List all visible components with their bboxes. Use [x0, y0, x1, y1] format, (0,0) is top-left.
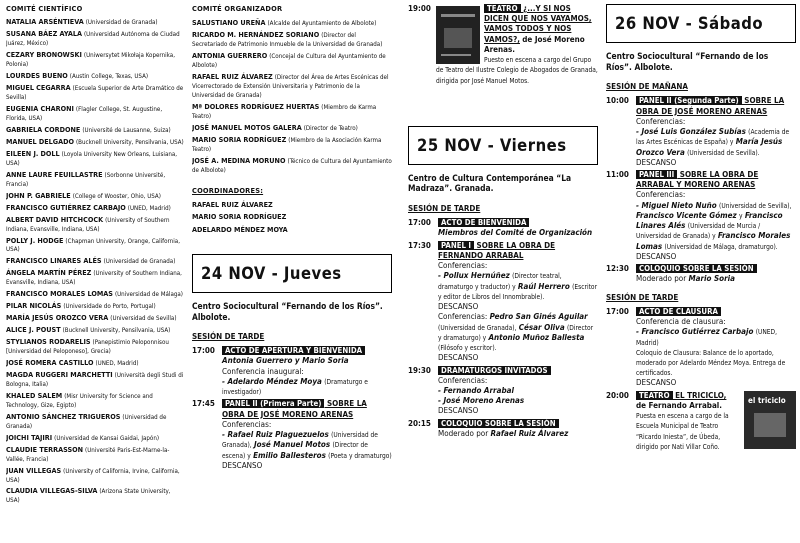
member-affiliation: (Arizona State University, USA): [6, 488, 171, 505]
member-affiliation: (Miembro de Karma Teatro): [192, 104, 377, 121]
member-affiliation: (Alcalde del Ayuntamiento de Albolote): [267, 20, 377, 28]
session-viernes: SESIÓN DE TARDE: [408, 203, 481, 213]
member-affiliation: (Université de Lausanne, Suiza): [82, 127, 171, 134]
member-name: MAGDA RUGGERI MARCHETTI: [6, 369, 113, 379]
venue-viernes: Centro de Cultura Contemporánea “La Madraza”. Granada.: [408, 172, 572, 194]
member-affiliation: (Uniwersytet Mikołaja Kopernika, Polonia): [6, 52, 175, 69]
event-jueves-1: 17:00 ACTO DE APERTURA Y BIENVENIDA Antonia Guerrero y Mario Soria Conferencia inaugural: - Adelardo Méndez Moya (Dramaturgo e investigador): [192, 346, 368, 397]
member-affiliation: (College of Wooster, Ohio, USA): [72, 192, 161, 200]
event-label: PANEL I: [438, 241, 474, 250]
member-affiliation: (Universidad de Málaga): [114, 291, 183, 299]
member-item: [192, 123, 392, 133]
column-organizador-jueves: [192, 4, 392, 539]
day-header-sabado: 26 NOV - Sábado: [606, 4, 796, 43]
member-name: CLAUDIE TERRASSON: [6, 444, 84, 454]
member-name: ANNE LAURE FEUILLASTRE: [6, 169, 103, 179]
member-item: [6, 215, 184, 234]
member-affiliation: (Escuela Superior de Arte Dramático de Sevilla): [6, 85, 184, 102]
member-name: JUAN VILLEGAS: [6, 465, 62, 475]
member-item: [192, 18, 392, 28]
member-name: ANTONIO SÁNCHEZ TRIGUEROS: [6, 411, 121, 421]
event-sabado-3: 12:30 COLOQUIO SOBRE LA SESIÓN Moderado por Mario Soria: [606, 264, 796, 284]
member-item: [6, 203, 184, 213]
session-sabado-manana: SESIÓN DE MAÑANA: [606, 82, 688, 92]
member-item: [6, 256, 184, 266]
member-item: [6, 17, 184, 27]
event-label: ACTO DE BIENVENIDA: [438, 218, 529, 227]
member-name: JOSÉ MANUEL MOTOS GALERA: [192, 123, 302, 132]
member-affiliation: (Austin College, Texas, USA): [69, 73, 149, 81]
coordinadores-title: COORDINADORES:: [192, 185, 264, 195]
coordinator-name: RAFAEL RUIZ ÁLVAREZ: [192, 200, 273, 210]
member-item: [6, 268, 184, 287]
member-affiliation: (Director de Teatro): [303, 125, 358, 132]
member-item: [6, 358, 184, 368]
member-affiliation: (University of Southern Indiana, Evansville, Indiana, USA): [6, 216, 170, 233]
column-comite-cientifico: [6, 4, 184, 539]
member-affiliation: (University of Southern Indiana, Evansville, Indiana, USA): [6, 270, 182, 287]
event-viernes-3: 19:30 DRAMATURGOS INVITADOS Conferencias: - Fernando Arrabal - José Moreno Arenas DESCANSO: [408, 366, 598, 417]
column-sabado: [606, 4, 796, 539]
event-jueves-2: 17:45 PANEL II (Primera Parte) SOBRE LA OBRA DE JOSÉ MORENO ARENAS Conferencias: - Rafael Ruiz Plaguezuelos (Universidad de Granada), José Manuel Motos (Director de escena) y Emilio Ballesteros (Poeta y dramaturgo) DESCANSO: [192, 399, 392, 470]
member-name: ÁNGELA MARTÍN PÉREZ: [6, 268, 92, 278]
event-label: ACTO DE APERTURA Y BIENVENIDA: [222, 346, 365, 355]
member-name: STYLIANOS RODARELIS: [6, 337, 91, 347]
member-name: ALICE J. POUST: [6, 325, 61, 335]
member-name: CEZARY BRONOWSKI: [6, 50, 82, 60]
member-affiliation: (University of California, Irvine, California, USA): [6, 467, 180, 484]
member-name: LOURDES BUENO: [6, 71, 68, 81]
member-affiliation: (Université Paris-Est-Marne-la-Vallée, Francia): [6, 446, 170, 463]
member-affiliation: (Director del Secretariado de Patrimonio Inmueble de la Universidad de Granada): [192, 32, 383, 49]
member-affiliation: (Universidad de Sevilla): [110, 315, 177, 323]
member-name: SALUSTIANO UREÑA: [192, 18, 266, 28]
member-item: [6, 391, 184, 410]
member-name: JOHN P. GABRIELE: [6, 190, 71, 200]
member-item: [192, 30, 392, 49]
member-name: RICARDO M. HERNÁNDEZ SORIANO: [192, 30, 320, 40]
member-item: [6, 50, 184, 69]
member-affiliation: (Università degli Studi di Bologna, Italia): [6, 371, 184, 388]
member-name: FRANCISCO MORALES LOMAS: [6, 289, 113, 299]
member-item: [6, 137, 184, 147]
comite-organizador-list: [192, 18, 392, 174]
event-label: COLOQUIO SOBRE LA SESIÓN: [636, 264, 757, 273]
event-sabado-1: 10:00 PANEL II (Segunda Parte) SOBRE LA OBRA DE JOSÉ MORENO ARENAS Conferencias: - José Luis González Subías (Academia de las Artes Escénicas de España) y María Jesús Orozco Vera (Universidad de Sevilla). DESCANSO: [606, 96, 790, 167]
comite-cientifico-list: [6, 17, 184, 505]
member-affiliation: (Universidad de Granada): [103, 258, 176, 266]
member-item: [6, 149, 184, 168]
column-viernes: [408, 4, 598, 539]
member-item: [6, 104, 184, 123]
venue-jueves: Centro Sociocultural “Fernando de los Ríos”. Albolote.: [192, 301, 383, 322]
member-name: NATALIA ARSÉNTIEVA: [6, 17, 84, 27]
session-sabado-tarde: SESIÓN DE TARDE: [606, 292, 679, 302]
day-header-jueves: 24 NOV - Jueves: [192, 254, 392, 293]
event-sabado-5: 20:00 el triciclo TEATRO EL TRICICLO, de Fernando Arrabal. Puesta en escena a cargo de la Escuela Municipal de Teatro “Ricardo Iniesta”, de Úbeda, dirigido por Nati Villar Coño.: [606, 391, 796, 452]
member-affiliation: (Director del Área de Artes Escénicas del Vicerrectorado de Extensión Universitaria y Patrimonio de la Universidad de Granada): [192, 74, 389, 100]
member-item: [192, 72, 392, 100]
member-item: [6, 289, 184, 299]
member-affiliation: (Universidade do Porto, Portugal): [63, 303, 156, 311]
member-name: EILEEN J. DOLL: [6, 148, 60, 158]
member-item: [6, 433, 184, 443]
member-item: [6, 445, 184, 464]
event-teatro-1: 19:00 TEATRO ¿...Y SI NOS DICEN QUE NOS VAYAMOS, VAMOS TODOS Y NOS VAMOS?, de José Moreno Arenas. Puesto en escena a cargo del Grupo de Teatro del Ilustre Colegio de Abogados de Granada, dirigida por José Manuel Motos.: [408, 4, 598, 85]
day-header-viernes: 25 NOV - Viernes: [408, 126, 598, 165]
member-item: [6, 125, 184, 135]
member-affiliation: (Sorbonne Université, Francia): [6, 171, 166, 188]
member-affiliation: (UNED, Madrid): [127, 204, 171, 212]
event-sabado-2: 11:00 PANEL III SOBRE LA OBRA DE ARRABAL Y MORENO ARENAS Conferencias: - Miguel Nieto Nuño (Universidad de Sevilla), Francisco Vicente Gómez y Francisco Linares Alés (Universidad de Murcia / Universidad de Granada) y Francisco Morales Lomas (Universidad de Málaga, dramaturgo). DESCANSO: [606, 169, 792, 261]
member-name: ANTONIA GUERRERO: [192, 51, 268, 61]
member-name: MARIO SORIA RODRÍGUEZ: [192, 134, 287, 144]
member-item: [6, 71, 184, 81]
event-viernes-4: 20:15 COLOQUIO SOBRE LA SESIÓN Moderado por Rafael Ruiz Álvarez: [408, 418, 569, 438]
member-item: [6, 170, 184, 189]
member-name: PILAR NICOLÁS: [6, 301, 62, 311]
event-label: ACTO DE CLAUSURA: [636, 307, 721, 316]
member-item: [6, 29, 184, 48]
member-affiliation: (Concejal de Cultura del Ayuntamiento de Albolote): [192, 53, 386, 70]
event-label: COLOQUIO SOBRE LA SESIÓN: [438, 419, 559, 428]
member-name: GABRIELA CORDONE: [6, 125, 81, 134]
member-name: EUGENIA CHARONI: [6, 104, 74, 114]
member-item: [6, 486, 184, 505]
member-item: [192, 102, 392, 121]
member-name: Mª DOLORES RODRÍGUEZ HUERTAS: [192, 102, 320, 112]
member-affiliation: (Universidad de Kansai Gaidai, Japón): [54, 434, 160, 442]
theatre-poster-image: [436, 6, 480, 64]
member-name: ALBERT DAVID HITCHCOCK: [6, 214, 104, 224]
member-item: [192, 51, 392, 70]
event-viernes-2: 17:30 PANEL I SOBRE LA OBRA DE FERNANDO ARRABAL Conferencias: - Pollux Hernúñez (Director teatral, dramaturgo y traductor) y Raúl Herrero (Escritor y editor de Libros del Innombrable). DESCANSO Conferencias: Pedro San Ginés Aguilar (Universidad de Granada), César Oliva (Director y dramaturgo) y Antonio Muñoz Ballesta (Filósofo y escritor). DESCANSO: [408, 240, 598, 363]
member-affiliation: (Bucknell University, Pensilvania, USA): [62, 327, 171, 335]
member-item: [6, 337, 184, 356]
member-affiliation: (Misr University for Science and Technology, Gize, Egipto): [6, 392, 153, 409]
triciclo-poster-image: el triciclo: [744, 391, 796, 449]
comite-organizador-title: COMITÉ ORGANIZADOR: [192, 4, 283, 13]
member-item: [6, 313, 184, 323]
member-affiliation: (Panepistimio Peloponnisou [Universidad del Peloponeso], Grecia): [6, 339, 169, 356]
member-item: [6, 370, 184, 389]
member-affiliation: (Universidad de Granada): [85, 19, 158, 27]
event-label: PANEL III: [636, 170, 677, 179]
event-label: TEATRO: [484, 4, 521, 13]
session-jueves: SESIÓN DE TARDE: [192, 332, 265, 341]
member-affiliation: (Bucknell University, Pensilvania, USA): [75, 138, 184, 146]
event-label: PANEL II (Primera Parte): [222, 399, 324, 408]
member-item: [6, 236, 184, 255]
member-item: [6, 301, 184, 311]
member-item: [6, 191, 184, 201]
member-item: [6, 83, 184, 102]
comite-cientifico-title: COMITÉ CIENTÍFICO: [6, 4, 83, 13]
venue-sabado: Centro Sociocultural “Fernando de los Ríos”. Albolote.: [606, 51, 769, 72]
member-item: [192, 156, 392, 175]
member-affiliation: (Miembro de la Asociación Karma Teatro): [192, 136, 382, 153]
event-viernes-1: 17:00 ACTO DE BIENVENIDA Miembros del Comité de Organización: [408, 218, 593, 238]
member-name: FRANCISCO GUTIÉRREZ CARBAJO: [6, 202, 126, 212]
member-name: MANUEL DELGADO: [6, 136, 74, 146]
member-affiliation: (Chapman University, Orange, California, USA): [6, 237, 180, 254]
event-label: DRAMATURGOS INVITADOS: [438, 366, 551, 375]
member-item: [6, 412, 184, 431]
member-affiliation: (Loyola University New Orleans, Luisiana, USA): [6, 150, 178, 167]
member-name: MIGUEL CEGARRA: [6, 83, 71, 93]
member-affiliation: (Flagler College, St. Augustine, Florida, USA): [6, 106, 163, 123]
member-affiliation: (UNED, Madrid): [95, 360, 139, 368]
member-name: JOSÉ A. MEDINA MORUNO: [192, 155, 286, 165]
event-label: TEATRO: [636, 391, 673, 400]
member-name: JOSÉ ROMERA CASTILLO: [6, 358, 94, 368]
member-item: [6, 466, 184, 485]
member-name: JOICHI TAJIRI: [6, 432, 53, 442]
coordinator-name: ADELARDO MÉNDEZ MOYA: [192, 224, 288, 234]
coordinadores-list: [192, 200, 392, 234]
member-name: RAFAEL RUIZ ÁLVAREZ: [192, 72, 273, 82]
member-name: KHALED SALEM: [6, 390, 63, 400]
member-affiliation: (Universidad Autónoma de Ciudad Juárez, México): [6, 31, 180, 48]
coordinator-name: MARIO SORIA RODRÍGUEZ: [192, 212, 287, 222]
member-item: [192, 135, 392, 154]
member-name: POLLY J. HODGE: [6, 235, 64, 245]
event-label: PANEL II (Segunda Parte): [636, 96, 742, 105]
member-name: CLAUDIA VILLEGAS-SILVA: [6, 486, 98, 496]
member-affiliation: (Universidad de Granada): [6, 413, 167, 430]
event-sabado-4: 17:00 ACTO DE CLAUSURA Conferencia de clausura: - Francisco Gutiérrez Carbajo (UNED, Madrid) Coloquio de Clausura: Balance de lo aportado, moderado por Adelardo Méndez Moya. Entrega de certificados. DESCANSO: [606, 306, 786, 388]
member-name: MARÍA JESÚS OROZCO VERA: [6, 313, 109, 323]
member-item: [6, 325, 184, 335]
member-name: SUSANA BÁEZ AYALA: [6, 29, 82, 39]
member-affiliation: (Técnico de Cultura del Ayuntamiento de Albolote): [192, 157, 392, 174]
member-name: FRANCISCO LINARES ALÉS: [6, 256, 102, 266]
